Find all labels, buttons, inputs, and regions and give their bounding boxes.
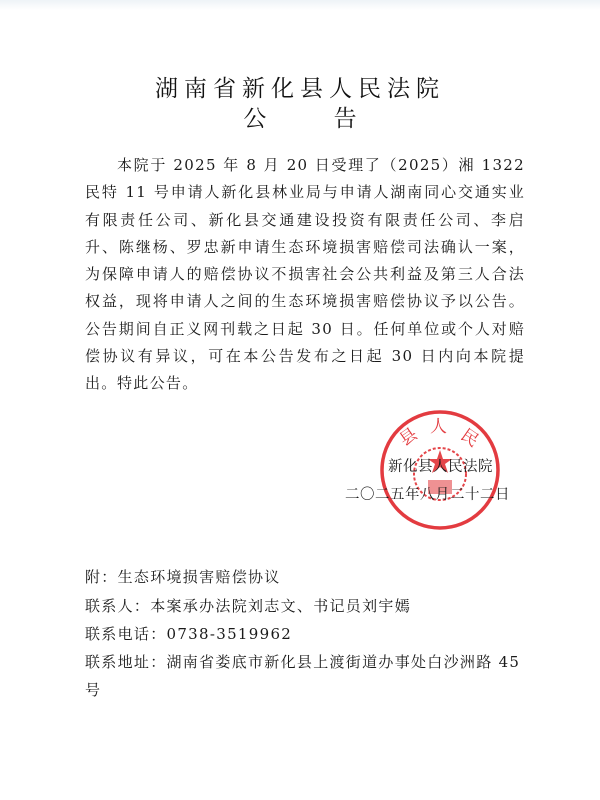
svg-text:人: 人 (430, 417, 447, 437)
contact-address-continuation: 号 (85, 681, 102, 699)
scan-top-band (0, 0, 600, 10)
signing-court: 新化县人民法院 (388, 459, 493, 475)
notice-heading: 公 告 (243, 106, 387, 132)
contact-address-line: 联系地址：湖南省娄底市新化县上渡街道办事处白沙洲路 45 (85, 653, 521, 671)
contact-phone-line: 联系电话：0738-3519962 (85, 625, 293, 643)
closing-line: 特此公告。 (117, 374, 199, 392)
court-name-heading: 湖南省新化县人民法院 (155, 76, 445, 102)
signing-date: 二〇二五年八月二十二日 (345, 487, 510, 503)
attachment-line: 附：生态环境损害赔偿协议 (85, 568, 281, 586)
contact-person-line: 联系人：本案承办法院刘志文、书记员刘宇嫣 (85, 597, 412, 615)
notice-paragraph: 本院于 2025 年 8 月 20 日受理了（2025）湘 1322 民特 11 号申请人新化县林业局与申请人湖南同心交通实业有限责任公司、新化县交通建设投资有限责任公司、李启升、陈继杨、罗忠新申请生态环境损害赔偿司法确认一案，为保障申请人的赔偿协议不损害社会公共利益及第三人合法权益，现将申请人之间的生态环境损害赔偿协议予以公告。公告期间自正义网刊载之日起 30 日。任何单位或个人对赔偿协议有异议，可在本公告发布之日起 30 日内向本院提出。 (85, 156, 525, 393)
svg-text:县: 县 (395, 424, 422, 451)
svg-text:民: 民 (456, 425, 483, 452)
notice-body (85, 152, 525, 398)
